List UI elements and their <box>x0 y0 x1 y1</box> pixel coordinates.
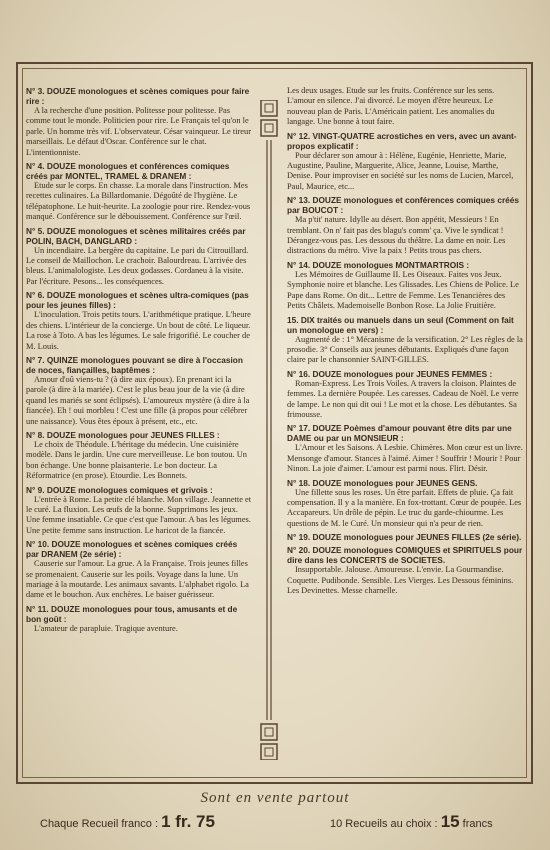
bundle-price-value: 15 <box>440 812 460 831</box>
entry-body: Augmenté de : 1° Mécanisme de la versification. 2° Les règles de la prosodie. 3° Conseils aux jeunes débutants. Expliqués d'une façon claire par le chansonnier SAINT-GILLES. <box>287 334 523 365</box>
catalog-entry <box>26 430 252 482</box>
entry-heading: N° 6. DOUZE monologues et scènes ultra-comiques (pas pour les jeunes filles) : <box>26 290 249 311</box>
catalog-entry <box>287 260 523 312</box>
right-column <box>287 86 523 599</box>
entry-body: Les Mémoires de Guillaume II. Les Oiseaux. Faites vos Jeux. Symphonie noire et blanche. Les Glissades. Les Chiens de Police. Le Pape dans Rome. On dit... Lettre de Femme. Les Tenancières des Petits Châlets. Mademoiselle Bonbon Rose. La Jolie Fruitière. <box>287 269 519 311</box>
entry-heading: N° 19. DOUZE monologues pour JEUNES FILLES (2e série). <box>287 532 522 543</box>
single-price-label: Chaque Recueil franco : <box>40 818 159 830</box>
catalog-entry <box>287 195 523 257</box>
entry-body: Amour d'oû viens-tu ? (à dire aux époux). En prenant ici la parole (à dire à la mariée). C'est le plus beau jour de la vie (à dire quand les mariés se sont éclipsés). L'amoureux mystère (à dire à la fiancée). Eh ! oui morbleu ! C'est une fille (à propos pour célébrer une naissance). Vous êtes époux à présent, etc., etc. <box>26 374 250 426</box>
entry-heading: N° 20. DOUZE monologues COMIQUES et SPIRITUELS pour dire dans les CONCERTS de SOCIETES. <box>287 545 523 566</box>
ornamental-divider <box>258 100 280 760</box>
entry-heading: N° 18. DOUZE monologues pour JEUNES GENS. <box>287 477 478 488</box>
single-price <box>40 812 215 832</box>
catalog-entry <box>26 86 252 158</box>
entry-body: Les deux usages. Etude sur les fruits. Conférence sur les sens. L'amour en silence. J'ai divorcé. Le moyen d'être heureux. Le nouveau plan de Paris. L'Américain patient. Les anomalies du langage. Une bonne à tout faire. <box>287 86 495 127</box>
bundle-price-unit: francs <box>462 818 493 830</box>
entry-heading: N° 4. DOUZE monologues et conférences comiques créés par MONTEL, TRAMEL & DRANEM : <box>26 161 230 182</box>
entry-body: Pour déclarer son amour à : Hélène, Eugénie, Henriette, Marie, Augustine, Pauline, Marguerite, Alice, Jeanne, Louise, Marthe, Denise. Pour improviser en société sur les noms de Lucien, Marcel, Paul, Maurice, etc... <box>287 150 514 191</box>
left-column <box>26 86 252 637</box>
entry-heading: N° 13. DOUZE monologues et conférences comiques créés par BOUCOT : <box>287 195 520 216</box>
entry-heading: N° 16. DOUZE monologues pour JEUNES FEMMES : <box>287 368 493 379</box>
price-footer <box>0 812 550 830</box>
entry-heading: N° 17. DOUZE Poèmes d'amour pouvant être dits par une DAME ou par un MONSIEUR : <box>287 423 512 444</box>
entry-body: A la recherche d'une position. Politesse pour politesse. Pas comme tout le monde. Politicien pour rire. Le Français tel qu'on le parle. Un homme très vif. L'observateur. César vainqueur. Le tireur marseillais. Le défaut d'Oscar. Conférence sur le chat. L'intentionniste. <box>26 106 251 157</box>
catalog-entry <box>287 545 523 596</box>
entry-heading: N° 7. QUINZE monologues pouvant se dire à l'occasion de noces, fiançailles, baptêmes : <box>26 354 243 375</box>
entry-body: L'Amour et les Saisons. A Lesbie. Chimères. Mon cœur est un livre. Mensonge d'amour. Stances à l'aimé. Aimer ! Souffrir ! Mourir ! Pour Ninon. La joie d'aimer. L'amour est parmi nous. Flirt. Désir. <box>287 443 523 474</box>
catalog-entry <box>287 86 523 128</box>
catalog-entry <box>287 532 523 542</box>
entry-body: Une fillette sous les roses. Un être parfait. Effets de pluie. Ça fait compensation. Il y a la manière. En fox-trottant. Cœur de poupée. Les Accapareurs. Un drôle de pépin. Le truc du garde-chiourme. Les questions de M. le Curé. Un monsieur qui n'a peur de rien. <box>287 487 522 528</box>
entry-body: Roman-Express. Les Trois Voiles. A travers la cloison. Plaintes de femmes. La dernière Poupée. Les caresses. Cadeau de Noël. Le verre de lampe. Le non qui dit oui ! Le mot et la chose. Les débutantes. Sa frimousse. <box>287 378 519 419</box>
entry-heading: N° 9. DOUZE monologues comiques et grivois : <box>26 484 213 495</box>
catalog-entry <box>287 315 523 366</box>
entry-body: Ma p'tit' nature. Idylle au désert. Bon appétit, Messieurs ! En tremblant. On n' fait pas des blagu's comm' ça. Vive le syndicat ! Dérangez-vous pas. Les dessous du théâtre. La dame en noir. Les distractions du métro. Vive la paix ! Petits trous pas chers. <box>287 215 506 256</box>
entry-heading: N° 14. DOUZE monologues MONTMARTROIS : <box>287 259 470 270</box>
footer-title: Sont en vente partout <box>200 790 350 806</box>
entry-heading: N° 10. DOUZE monologues et scènes comiques créés par DRANEM (2e série) : <box>26 539 238 560</box>
bundle-price <box>330 812 493 832</box>
bundle-price-label: 10 Recueils au choix : <box>330 818 438 830</box>
entry-heading: N° 3. DOUZE monologues et scènes comiques pour faire rire : <box>26 86 250 106</box>
catalog-entry <box>26 485 252 537</box>
entry-body: Causerie sur l'amour. La grue. A la Française. Trois jeunes filles se promenaient. Causerie sur les poils. Voyage dans la lune. Un mariage à la moutarde. Les animaux savants. L'alphabet rigolo. La dame et le bouchon. Aux enchères. Le baiser guérisseur. <box>26 559 249 600</box>
entry-body: L'amateur de parapluie. Tragique aventure. <box>34 623 178 633</box>
entry-body: Un incendiaire. La bergère du capitaine. Le pari du Citrouillard. Le conseil de Maillochon. Le crachoir. Balourdreau. L'arrivée des bleus. L'animalologiste. Les deux godasses. Cordaneu à la visite. Par l'écriture. Pesons... les conséquences. <box>26 245 249 286</box>
entry-heading: N° 8. DOUZE monologues pour JEUNES FILLES : <box>26 429 220 440</box>
entry-heading: 15. DIX traités ou manuels dans un seul (Comment on fait un monologue en vers) : <box>287 314 514 335</box>
catalog-entry <box>287 478 523 530</box>
catalog-entry <box>26 226 252 288</box>
catalog-entry <box>287 423 523 474</box>
catalog-entry <box>26 355 252 427</box>
entry-body: L'inoculation. Trois petits tours. L'arithmétique pratique. L'heure des chiens. L'intérieur de la concierge. Un bout de côté. Le liqueur. La rose à Toto. A bas les légumes. Le sale frigorifié. Le coucher de M. Louis. <box>26 310 251 351</box>
catalog-entry <box>287 131 523 193</box>
entry-body: Etude sur le corps. En chasse. La morale dans l'instruction. Mes recettes culinaires. La Billardomanie. Dégoûté de l'hygiène. Le télépatophone. Le huit-heurite. La zoologie pour rire. Rendez-vous manqué. Conférence sur le débouissement. Conférence sur l'œil. <box>26 181 251 222</box>
entry-heading: N° 11. DOUZE monologues pour tous, amusants et de bon goût : <box>26 603 238 624</box>
catalog-entry <box>26 290 252 352</box>
entry-body: Le choix de Théodule. L'héritage du médecin. Une cuisinière modèle. Dans le jardin. Une cure merveilleuse. Le bon toutou. Un bon échange. Une bonne plaisanterie. Le bon docteur. La Réformatrice (en prose). Etourdie. Les Bonnets. <box>26 439 247 481</box>
catalog-entry <box>26 161 252 223</box>
catalog-entry <box>26 539 252 601</box>
entry-heading: N° 5. DOUZE monologues et scènes militaires créés par POLIN, BACH, DANGLARD : <box>26 225 246 246</box>
catalog-entry <box>26 604 252 634</box>
catalog-entry <box>287 369 523 421</box>
entry-body: Insupportable. Jalouse. Amoureuse. L'envie. La Gourmandise. Coquette. Pudibonde. Sensible. Les Vierges. Les Dessous féminins. Les Devinettes. Messe charnelle. <box>287 565 514 595</box>
entry-body: L'entrée à Rome. La petite clé blanche. Mon village. Jeannette et le curé. La fluxion. Les œufs de la bonne. Supprimons les jeux. Une femme insatiable. Ce que c'est que l'amour. A bas les légumes. Une petite femme sans instruction. Le haricot de la fiancée. <box>26 494 252 535</box>
single-price-value: 1 fr. 75 <box>161 812 215 831</box>
entry-heading: N° 12. VINGT-QUATRE acrostiches en vers, avec un avant-propos explicatif : <box>287 130 517 151</box>
